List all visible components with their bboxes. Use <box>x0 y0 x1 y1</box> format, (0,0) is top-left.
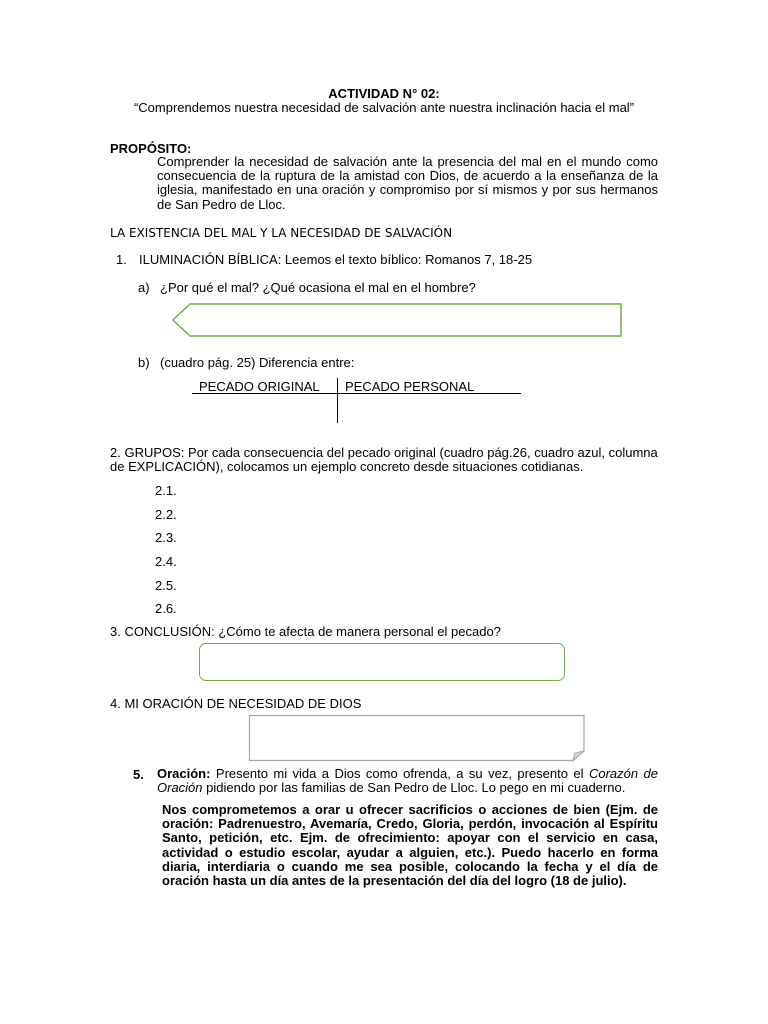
table-header-personal: PECADO PERSONAL <box>345 379 475 394</box>
item3-text: 3. CONCLUSIÓN: ¿Cómo te afecta de manera personal el pecado? <box>110 624 501 639</box>
item5-italic: Corazón de Oración <box>157 766 658 796</box>
subitem-2-2: 2.2. <box>155 507 177 522</box>
item5-text-after: pidiendo por las familias de San Pedro de Lloc. Lo pego en mi cuaderno. <box>202 780 626 796</box>
subitem-2-4: 2.4. <box>155 554 177 569</box>
item5-paragraph <box>157 767 658 795</box>
subitem-2-5: 2.5. <box>155 578 177 593</box>
item1a-label: a) <box>138 280 150 295</box>
table-vertical-rule <box>337 378 338 423</box>
subitem-2-6: 2.6. <box>155 601 177 616</box>
subitem-2-3: 2.3. <box>155 530 177 545</box>
answer-arrow-box[interactable] <box>170 302 624 338</box>
section-heading: LA EXISTENCIA DEL MAL Y LA NECESIDAD DE SALVACIÓN <box>110 226 453 240</box>
item4-text: 4. MI ORACIÓN DE NECESIDAD DE DIOS <box>110 696 362 711</box>
conclusion-answer-box[interactable] <box>199 643 565 681</box>
activity-title: ACTIVIDAD N° 02: <box>328 86 440 101</box>
item1b-text: (cuadro pág. 25) Diferencia entre: <box>160 355 355 370</box>
purpose-text: Comprender la necesidad de salvación ante la presencia del mal en el mundo como consecuencia de la ruptura de la amistad con Dios, de acuerdo a la enseñanza de la iglesia, manifestado en una oración y compromiso por sí mismos y por sus hermanos de San Pedro de Lloc. <box>157 154 658 212</box>
item1b-label: b) <box>138 355 150 370</box>
item1a-text: ¿Por qué el mal? ¿Qué ocasiona el mal en el hombre? <box>160 280 476 295</box>
subitem-2-1: 2.1. <box>155 483 177 498</box>
item1-text: ILUMINACIÓN BÍBLICA: Leemos el texto bíblico: Romanos 7, 18-25 <box>139 252 533 267</box>
table-header-original: PECADO ORIGINAL <box>199 379 320 394</box>
activity-subtitle: “Comprendemos nuestra necesidad de salvación ante nuestra inclinación hacia el mal” <box>133 100 635 115</box>
commitment-text: Nos comprometemos a orar u ofrecer sacrificios o acciones de bien (Ejm. de oración: Padrenuestro, Avemaría, Credo, Gloria, perdón, invocación al Espíritu Santo, petición, etc. Ejm. de ofrecimiento: apoyar con el servicio en casa, actividad o estudio escolar, ayudar a alguien, etc.). Puedo hacerlo en forma diaria, interdiaria o cuando me sea posible, colocando la fecha y el día de oración hasta un día antes de la presentación del día del logro (18 de julio). <box>162 802 658 889</box>
item5-number: 5. <box>133 767 144 782</box>
item2-text: 2. GRUPOS: Por cada consecuencia del pecado original (cuadro pág.26, cuadro azul, columna de EXPLICACIÓN), colocamos un ejemplo concreto desde situaciones cotidianas. <box>110 445 658 474</box>
prayer-note-box[interactable] <box>248 714 586 762</box>
table-horizontal-rule <box>192 393 521 394</box>
item5-text-before: Presento mi vida a Dios como ofrenda, a su vez, presento el <box>210 766 589 781</box>
purpose-label: PROPÓSITO: <box>110 141 192 156</box>
item1-number: 1. <box>116 252 127 267</box>
item5-label: Oración: <box>157 766 211 781</box>
